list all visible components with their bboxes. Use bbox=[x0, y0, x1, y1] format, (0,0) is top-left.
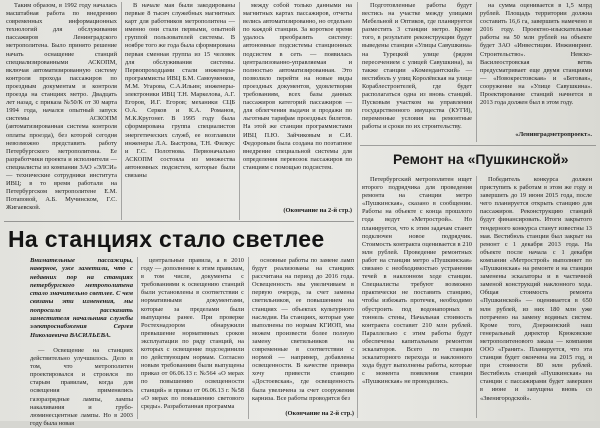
section-rule bbox=[360, 145, 596, 146]
paragraph: В начале мая были закодированы первые 8 тысяч служебных магнитных карт для работников метрополитена — именно они стали первыми, опытной группой пользователей системы. В ноябре того же года была сформирована первая сменная группа из 15 человек для обслуживания системы. Первопроходцами стали инженеры-программисты ИВЦ Б.М. Самоуменков, М.М. Угарова, С.А.Ильин; инженеры-электроники ИВЦ Т.Н. Маркелова, А.Г. Егоров, И.Г. Егоров; механики СЦБ О.А. Серков и К.А. Романов, М.К.Кругонег. В 1995 году была сформирована группа специалистов энергетических служб, ее возглавили инженеры Л.А. Быстрова, Т.Н. Филкус и Г.С. Полотнова. Первоначально АСКОПМ состояла из множества автономных подсистем, которые были связаны bbox=[125, 2, 235, 179]
column-divider bbox=[476, 176, 477, 418]
headline-repair: Ремонт на «Пушкинской» bbox=[393, 151, 569, 167]
article-column-4-top bbox=[362, 2, 472, 142]
lead-paragraph: Внимательные пассажиры, наверное, уже заметили, что с недавних пор на станциях петербургского метрополитена стало значительно светлее. С чем связаны эти изменения, мы попросили рассказать заместителя начальника службы электроснабжения Сергея Николаевича ВАСИЛЬЕВА. bbox=[30, 257, 133, 339]
source-label: «Ленинградметропроект». bbox=[515, 131, 592, 138]
article-column-2-top bbox=[125, 2, 235, 216]
column-divider bbox=[239, 2, 240, 220]
paragraph: Подготовленные работы будут вестись на участке между улицами Мебельной и Оптиков, где планируется разместить 3 станции метро. Кроме того, в результате реконструкции будут выведены станции «Улицы Савушкина» на Турецкой улице (рядом пересечением с улицей Савушкина), за также станции «Комендантский» — вестибюль у улиц Королёвская на улице Кораблестроителей, где будет располагаться одна из вновь станций. Пусковым участком на управлении государственного имущества (КУГИ), переменные условия на ремонтные работы и сроки по их строительству. bbox=[362, 2, 472, 131]
source-credit bbox=[480, 131, 592, 140]
paragraph: — Освещение на станциях действительно улучшилось. Дело в том, что метрополитен проектировался и строился по старым правилам, когда для освещения применялись газоразрядные лампы, лампы накаливания и грубо-люминесцентные лампы. Но в 2003 году была новая bbox=[30, 347, 133, 427]
article-column-5-top bbox=[480, 2, 592, 130]
column-divider bbox=[137, 257, 138, 419]
paragraph: основные работы по замене ламп будут реализованы на станциях рассчитана на период до 2016 года. Освещенность мы увеличиваем в первую очередь, за счет замены светильников, ее повышением на станциях — объектах культурного наследия. На станциях, которые уже выполнены по нормам КГИОП, мы можем произвести более полную замену светильников на современные в соответствии с нормой — например, добавлены освещенности. В качестве примера хочу привести станцию «Достоевская», где освещенность была увеличена за счет сооружения карниза. Все работы проводятся без bbox=[252, 257, 354, 402]
section-rule bbox=[4, 221, 354, 222]
paragraph: центральные правила, а в 2010 году — дополнение к этим правилам, в том числе, документы с требованиями к освещению станций были установлены в соответствии с нормативными документами, которые за пределами были выпущены ранее. При проверке Ростехнадзором обнаружили превышение нормативных сроков эксплуатации по ряду станций, на которых с освещение подсоединили по действующим нормам. Согласно новым требованиям были выпущены приказ от 06.06.13 г. №564 «О мерах по повышению освещенности станций» и приказ от 06.06.13 г. №58 «О мерах по повышению светового среды». Разработанная программа bbox=[141, 257, 244, 410]
article-column-3-top bbox=[243, 2, 352, 206]
continued-note bbox=[252, 410, 354, 419]
lights-column-3 bbox=[252, 257, 354, 409]
lights-column-1 bbox=[30, 347, 133, 427]
continued-label: (Окончание на 2-й стр.) bbox=[283, 207, 352, 214]
headline-main: На станциях стало светлее bbox=[8, 226, 325, 252]
continued-note bbox=[243, 207, 352, 216]
repair-column-2 bbox=[480, 176, 592, 418]
column-divider bbox=[476, 2, 477, 142]
continued-label: (Окончание на 2-й стр.) bbox=[285, 410, 354, 417]
paragraph: Победитель конкурса должен приступить к работам в этом же году и завершить до 19 июня 2015 года, после чего планируется открыть станцию для пассажиров. Реконструкцию станций будут финансировать. Итоги закрытого тендерного конкурса станут известны 13 мая. Вестибюль станции был закрыт на ремонт с 1 декабря 2013 года. На объекте после начала с 1 декабря компании «Метрострой» выполняет по «Пушкинская» на ремонте и на станции заменены эскалаторы и в частичной заменой конструкций наклонного хода. Общая стоимость ремонта «Пушкинской» — оценивается в 650 млн рублей, из них 180 млн уже потрачено на замену водяных систем. Кроме того, Дзержинский наш генеральный директор Крюковские метрополитенового заказа — компания ООО «Гранит». Планируется, что эта станция будет окончена на 2015 год, и при стоимости 80 млн рублей. Вестибюль станций «Пушкинская» на станции с пассажирами будет завершен в июне и запущена вновь со «Звенигородской». bbox=[480, 176, 592, 402]
column-divider bbox=[121, 2, 122, 220]
column-divider bbox=[248, 257, 249, 419]
paragraph: на сумма оценивается в 1,5 млрд рублей. Площадь территории должна составить 16,6 га, завершить намечено в 2016 году. Проектно-изыскательные работы на 50 млн рублей на объекте будет ЗАО «Инвестиции. Инжиниринг. Строительство». Невско-Василеостровская ветвь предусматривает еще двумя станциями — «Новокрестовская» и «Беговая», сооружение на «Улице Савушкина». Проектирование станций начнется в 2013 года должен был в этом году. bbox=[480, 2, 592, 107]
paragraph: между собой только данными на магнитных картах пассажиров, отчеты велись автоматизированно, но отдельно по каждой станции. За короткое время удалось преобразить систему: автономные подсистемы станционных подсистем в сеть — появилась централизованно-управляемая и полностью автоматизированная. Это позволило перейти на новые виды проездных документов, удовлетворяя требованиям, всех базы данных пассажиров категорий пассажиров — для облегчения выдачи и продажи по льготным тарифам проездных билетов. На этой же станции программистами ИВЦ П.Ю. Зайчиковым и С.И. Федоровым была создана по поэтапное внедрение специальной системы для определения перевозок пассажиров по станциям с помощью подсистем. bbox=[243, 2, 352, 171]
paragraph: Петербургский метрополитен ищет второго подрядчика для проведения ремонта на станции метро «Пушкинская», сказано в сообщении. Работы на объекте с конца прошлого года ведут «Метрострой». Но планируется, что к этим задачам станет подключен новое подрядчик. Стоимость контракта оценивается в 210 млн рублей. Проведение ремонтных работ на станции метро «Пушкинская» связано с необходимостью устранения течей в наклонном ходе станции. Специалисты требуют возможно практически не поставить станцию, чтобы избежать протечек, необходимо обустроить под водонапорных в тоннель стены, Начальная стоимость контракта составит 210 млн рублей. Параллельно с этим работы будут обеспечены капитальным ремонтом эскалаторов. Всего по станции эскалаторного перехода и наклонного хода будут выполнены работы, которые с момента появления станции «Пушкинская» не проводились. bbox=[362, 176, 472, 386]
lights-column-2 bbox=[141, 257, 244, 419]
article-column-1-top bbox=[6, 2, 117, 216]
repair-column-1 bbox=[362, 176, 472, 418]
column-divider bbox=[357, 2, 358, 418]
paragraph: Таким образом, в 1992 году началась масштабная работа по внедрению современных информационных технологий для обслуживания пассажиров Ленинградского метрополитена. Было принято решение начать оснащение станций специализированными АСКОПМ, включая автоматизированную систему контроля прохода пассажиров по проездным документам и контроля проезда на станциях метро. Двадцать лет назад, с приказа №50/К от 30 марта 1994 года, начался опытный запуск системы АСКОПМ (автоматизированная система контроля оплаты проезда), без которой сегодня невозможно представить работу Петербургского метрополитена. Ее разработчики проекта и исполнители — специалисты из компании ЗАО «ЭЛСИ» — технические сотрудники института ИВЦ; в то время работали на Петербургском метрополитене Е.М. Потаповой, А.Б. Мучинском, Г.С. Жигаевской. bbox=[6, 2, 117, 212]
